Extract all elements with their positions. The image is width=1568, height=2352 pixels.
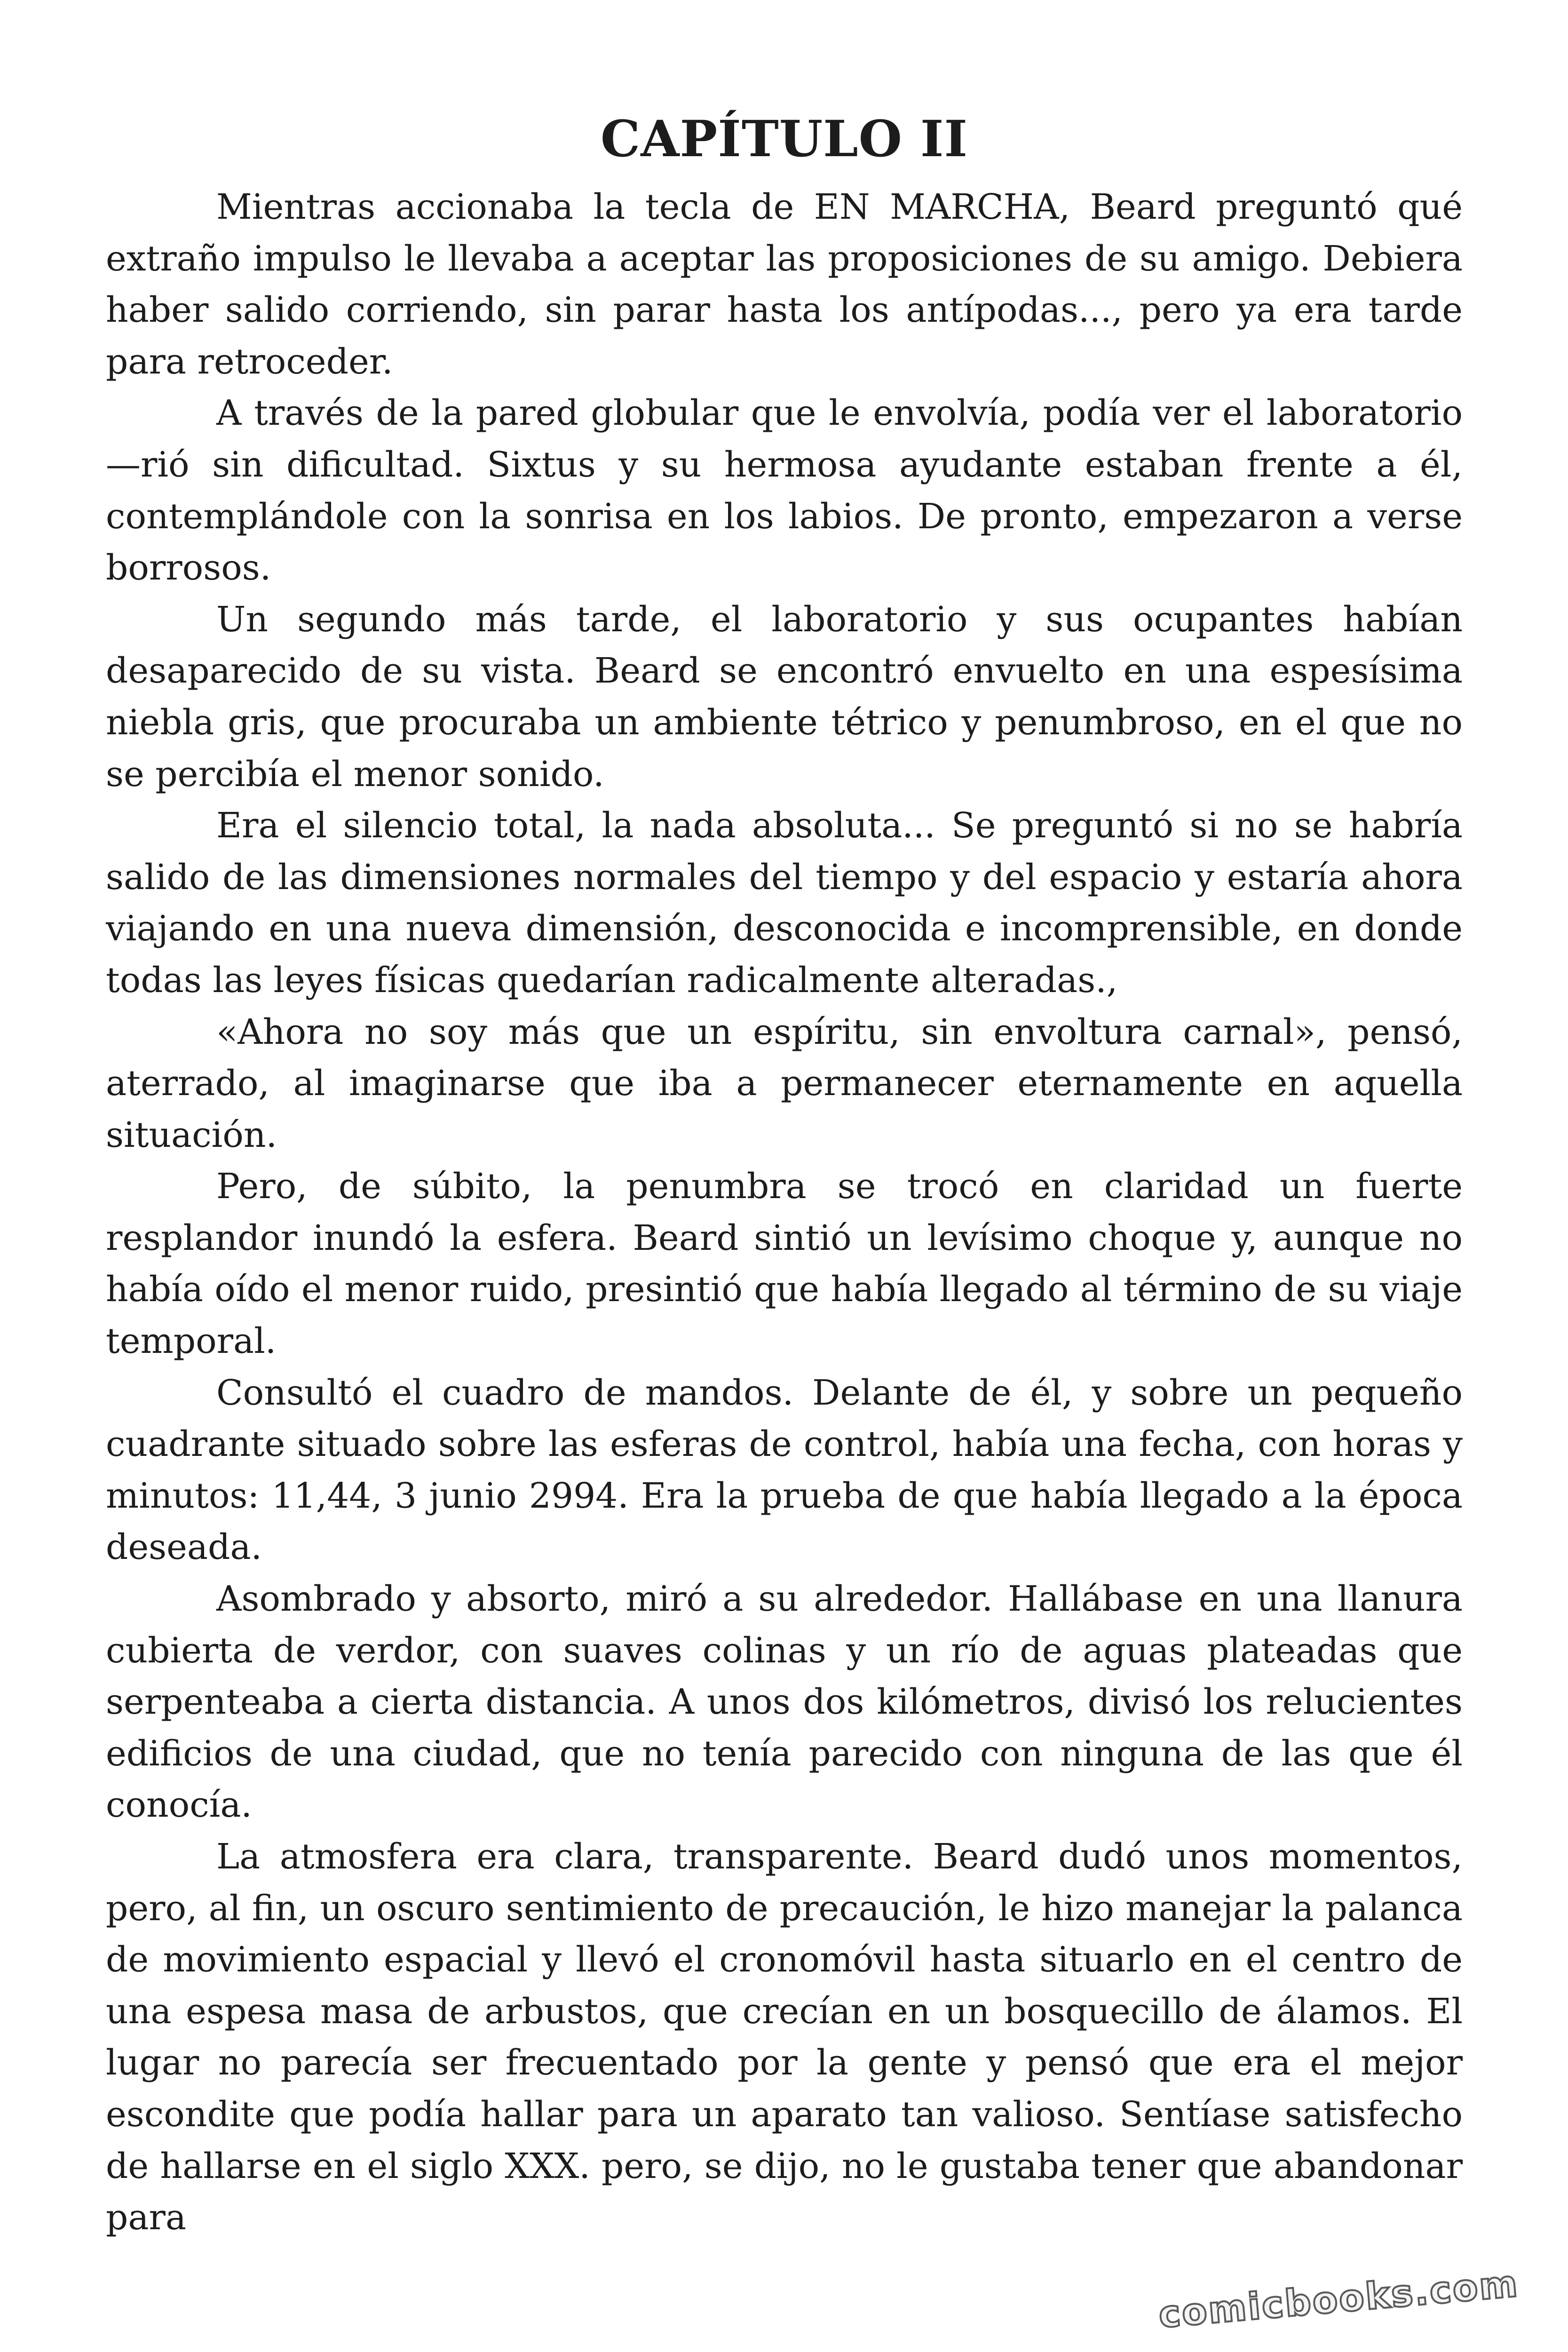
paragraph: Pero, de súbito, la penumbra se trocó en claridad un fuerte resplandor inundó la esfera. Beard sintió un levísimo choque y, aunque no había oído el menor ruido, presintió que había llegado al término de su viaje temporal. xyxy=(106,1166,1463,1362)
paragraph: A través de la pared globular que le envolvía, podía ver el laboratorio —rió sin dificultad. Sixtus y su hermosa ayudante estaban frente a él, contemplándole con la sonrisa en los labios. De pronto, empezaron a verse borrosos. xyxy=(106,393,1463,588)
chapter-body xyxy=(106,182,1463,2244)
paragraph: Un segundo más tarde, el laboratorio y sus ocupantes habían desaparecido de su vista. Beard se encontró envuelto en una espesísima niebla gris, que procuraba un ambiente tétrico y penumbroso, en el que no se percibía el menor sonido. xyxy=(106,599,1463,795)
paragraph: «Ahora no soy más que un espíritu, sin envoltura carnal», pensó, aterrado, al imaginarse que iba a permanecer eternamente en aquella situación. xyxy=(106,1011,1463,1155)
paragraph: Consultó el cuadro de mandos. Delante de él, y sobre un pequeño cuadrante situado sobre las esferas de control, había una fecha, con horas y minutos: 11,44, 3 junio 2994. Era la prueba de que había llegado a la época deseada. xyxy=(106,1372,1463,1568)
watermark: comicbooks.com xyxy=(1156,2263,1520,2336)
paragraph: Asombrado y absorto, miró a su alrededor. Hallábase en una llanura cubierta de verdor, con suaves colinas y un río de aguas plateadas que serpenteaba a cierta distancia. A unos dos kilómetros, divisó los relucientes edificios de una ciudad, que no tenía parecido con ninguna de las que él conocía. xyxy=(106,1579,1463,1826)
chapter-title: CAPÍTULO II xyxy=(600,109,968,168)
book-page xyxy=(106,108,1463,2328)
paragraph: Mientras accionaba la tecla de EN MARCHA, Beard preguntó qué extraño impulso le llevaba a aceptar las proposiciones de su amigo. Debiera haber salido corriendo, sin parar hasta los antípodas..., pero ya era tarde para retroceder. xyxy=(106,187,1463,382)
paragraph: Era el silencio total, la nada absoluta... Se preguntó si no se habría salido de las dimensiones normales del tiempo y del espacio y estaría ahora viajando en una nueva dimensión, desconocida e incomprensible, en donde todas las leyes físicas quedarían radicalmente alteradas., xyxy=(106,805,1463,1001)
paragraph: La atmosfera era clara, transparente. Beard dudó unos momentos, pero, al fin, un oscuro sentimiento de precaución, le hizo manejar la palanca de movimiento espacial y llevó el cronomóvil hasta situarlo en el centro de una espesa masa de arbustos, que crecían en un bosquecillo de álamos. El lugar no parecía ser frecuentado por la gente y pensó que era el mejor escondite que podía hallar para un aparato tan valioso. Sentíase satisfecho de hallarse en el siglo XXX. pero, se dijo, no le gustaba tener que abandonar para xyxy=(106,1836,1463,2238)
